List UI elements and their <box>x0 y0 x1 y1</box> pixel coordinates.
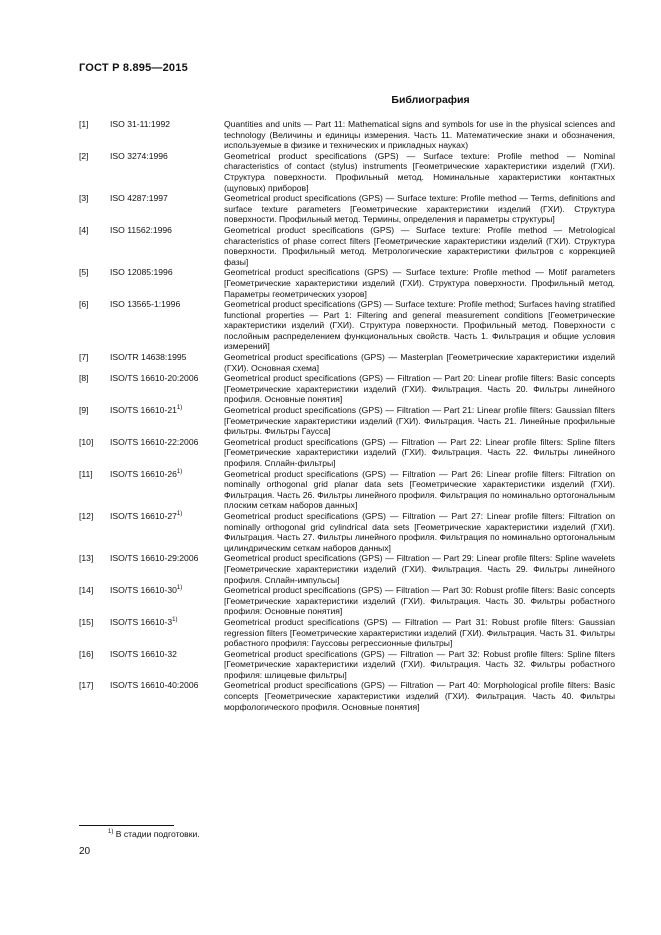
entry-title: Geometrical product specifications (GPS) — Masterplan [Геометрические характеристики изделий (ГХИ). Основная схема] <box>224 352 615 373</box>
bibliography-entry <box>79 553 615 585</box>
entry-title: Geometrical product specifications (GPS) — Filtration — Part 40: Morphological profile filters: Basic concepts [Геометрические характеристики изделий (ГХИ). Фильтрация. Часть 40. Фильтры морфологического профиля. Основные понятия] <box>224 680 615 712</box>
bibliography-entry <box>79 119 615 151</box>
bibliography-list <box>79 119 615 712</box>
entry-title: Geometrical product specifications (GPS) — Filtration — Part 31: Robust profile filters: Gaussian regression filters [Геометрические характеристики изделий (ГХИ). Фильтрация. Часть 31. Фильтры робастного профиля: Гауссовы регрессионные фильтры] <box>224 616 615 649</box>
bibliography-heading: Библиография <box>391 94 470 106</box>
entry-number: [14] <box>79 585 94 596</box>
bibliography-entry <box>79 267 615 299</box>
bibliography-entry <box>79 680 615 712</box>
entry-code: ISO/TS 16610-3$^{1)}$ <box>110 616 178 627</box>
bibliography-entry <box>79 352 615 373</box>
entry-code: ISO/TR 14638:1995 <box>110 352 187 363</box>
entry-code: ISO 11562:1996 <box>110 224 172 235</box>
bibliography-entry <box>79 193 615 225</box>
entry-number: [2] <box>79 150 89 161</box>
entry-code: ISO/TS 16610-21$^{1)}$ <box>110 405 183 416</box>
entry-code: ISO/TS 16610-29:2006 <box>110 553 199 564</box>
entry-code: ISO 13565-1:1996 <box>110 299 181 310</box>
entry-title: Quantities and units — Part 11: Mathematical signs and symbols for use in the physical sciences and technology (Величины и единицы измерения. Часть 11. Математические знаки и обозначения, используемые в физике и технических и прикладных науках) <box>224 119 615 151</box>
entry-code: ISO/TS 16610-40:2006 <box>110 680 199 691</box>
entry-code: ISO/TS 16610-22:2006 <box>110 436 199 447</box>
entry-title: Geometrical product specifications (GPS) — Surface texture: Profile method; Surfaces having stratified functional properties — Part 1: Filtering and general measurement conditions [Геометрические характеристики изделий (ГХИ). Структура поверхности. Профильный метод. Поверхности с послойным распределением функциональных свойств. Часть 1. Фильтрация и общие условия измерений] <box>224 299 615 352</box>
entry-title: Geometrical product specifications (GPS) — Surface texture: Profile method — Terms, definitions and surface texture parameters [Геометрические характеристики изделий (ГХИ). Структура поверхности. Профильный метод. Термины, определения и параметры структуры] <box>224 193 615 225</box>
entry-title: Geometrical product specifications (GPS) — Filtration — Part 20: Linear profile filters: Basic concepts [Геометрические характеристики изделий (ГХИ). Фильтрация. Часть 20. Фильтры линейного профиля. Основные понятия] <box>224 373 615 405</box>
bibliography-entry <box>79 373 615 405</box>
entry-code: ISO/TS 16610-20:2006 <box>110 373 199 384</box>
entry-code: ISO 12085:1996 <box>110 267 173 278</box>
bibliography-entry <box>79 469 615 511</box>
footnote-text: В стадии подготовки. <box>113 829 200 839</box>
entry-number: [9] <box>79 405 89 416</box>
bibliography-entry <box>79 405 615 437</box>
entry-code: ISO/TS 16610-26$^{1)}$ <box>110 468 183 479</box>
entry-code: ISO 31-11:1992 <box>110 119 171 129</box>
entry-title: Geometrical product specifications (GPS) — Filtration — Part 29: Linear profile filters: Spline wavelets [Геометрические характеристики изделий (ГХИ). Фильтрация. Часть 29. Фильтры линейного профиля. Сплайн-импульсы] <box>224 553 615 585</box>
bibliography-entry <box>79 617 615 649</box>
document-header: ГОСТ Р 8.895—2015 <box>79 62 188 74</box>
entry-footnote-mark: 1) <box>176 405 183 412</box>
entry-number: [16] <box>79 648 94 659</box>
entry-number: [15] <box>79 616 94 627</box>
bibliography-entry <box>79 225 615 267</box>
entry-number: [8] <box>79 373 89 384</box>
bibliography-entry <box>79 151 615 193</box>
page-number: 20 <box>79 846 91 857</box>
entry-number: [6] <box>79 299 89 310</box>
entry-title: Geometrical product specifications (GPS) — Filtration — Part 27: Linear profile filters: Filtration on nominally orthogonal grid cylindrical data sets [Геометрические характеристики изделий (ГХИ). Фильтрация. Часть 27. Фильтры линейного профиля. Фильтрация по номинально ортогональным цилиндрическим сеткам наборов данных] <box>224 510 615 553</box>
bibliography-entry <box>79 511 615 553</box>
entry-title: Geometrical product specifications (GPS) — Filtration — Part 26: Linear profile filters: Filtration on nominally orthogonal grid planar data sets [Геометрические характеристики изделий (ГХИ). Фильтрация. Часть 26. Фильтры линейного профиля. Фильтрация по номинально ортогональным плоским сеткам наборов данных] <box>224 468 615 511</box>
entry-footnote-mark: 1) <box>176 585 183 592</box>
entry-code: ISO 3274:1996 <box>110 150 168 161</box>
entry-footnote-mark: 1) <box>176 468 183 475</box>
footnote-divider <box>79 825 174 826</box>
entry-number: [1] <box>79 119 89 129</box>
bibliography-entry <box>79 299 615 352</box>
entry-code: ISO/TS 16610-32 <box>110 648 177 659</box>
entry-number: [12] <box>79 510 94 521</box>
bibliography-entry <box>79 437 615 469</box>
entry-number: [17] <box>79 680 94 691</box>
entry-title: Geometrical product specifications (GPS) — Filtration — Part 21: Linear profile filters: Gaussian filters [Геометрические характеристики изделий (ГХИ). Фильтрация. Часть 21. Линейные профильные фильтры. Фильтры Гаусса] <box>224 405 615 437</box>
entry-footnote-mark: 1) <box>176 511 183 518</box>
entry-title: Geometrical product specifications (GPS) — Surface texture: Profile method — Nominal characteristics of contact (stylus) instruments [Геометрические характеристики изделий (ГХИ). Структура поверхности. Профильный метод. Номинальные характеристики контактных (щуповых) приборов] <box>224 150 615 193</box>
bibliography-entry <box>79 649 615 681</box>
footnote <box>108 829 200 839</box>
entry-number: [7] <box>79 352 89 363</box>
entry-title: Geometrical product specifications (GPS) — Surface texture: Profile method — Motif parameters [Геометрические характеристики изделий (ГХИ). Структура поверхности. Профильный метод. Параметры геометрических узоров] <box>224 267 615 299</box>
entry-title: Geometrical product specifications (GPS) — Filtration — Part 22: Linear profile filters: Spline filters [Геометрические характеристики изделий (ГХИ). Фильтрация. Часть 22. Фильтры линейного профиля. Сплайн-фильтры] <box>224 436 615 468</box>
bibliography-entry <box>79 585 615 617</box>
entry-footnote-mark: 1) <box>172 617 178 624</box>
entry-number: [5] <box>79 267 89 278</box>
entry-number: [3] <box>79 193 89 204</box>
entry-number: [11] <box>79 468 93 479</box>
entry-number: [4] <box>79 224 89 235</box>
entry-number: [13] <box>79 553 94 564</box>
entry-number: [10] <box>79 436 94 447</box>
entry-code: ISO/TS 16610-27$^{1)}$ <box>110 510 183 521</box>
entry-title: Geometrical product specifications (GPS) — Filtration — Part 30: Robust profile filters: Basic concepts [Геометрические характеристики изделий (ГХИ). Фильтрация. Часть 30. Фильтры робастного профиля: Основные понятия] <box>224 585 615 617</box>
entry-code: ISO/TS 16610-30$^{1)}$ <box>110 585 183 596</box>
entry-title: Geometrical product specifications (GPS) — Surface texture: Profile method — Metrological characteristics of phase correct filters [Геометрические характеристики изделий (ГХИ). Структура поверхности. Профильный метод. Метрологические характеристики фильтров с коррекцией фазы] <box>224 224 615 267</box>
footnote-mark: 1) <box>108 829 114 836</box>
entry-code: ISO 4287:1997 <box>110 193 168 204</box>
page-title <box>0 94 661 106</box>
entry-title: Geometrical product specifications (GPS) — Filtration — Part 32: Robust profile filters: Spline filters [Геометрические характеристики изделий (ГХИ). Фильтрация. Часть 32. Фильтры робастного профиля: шлицевые фильтры] <box>224 648 615 680</box>
